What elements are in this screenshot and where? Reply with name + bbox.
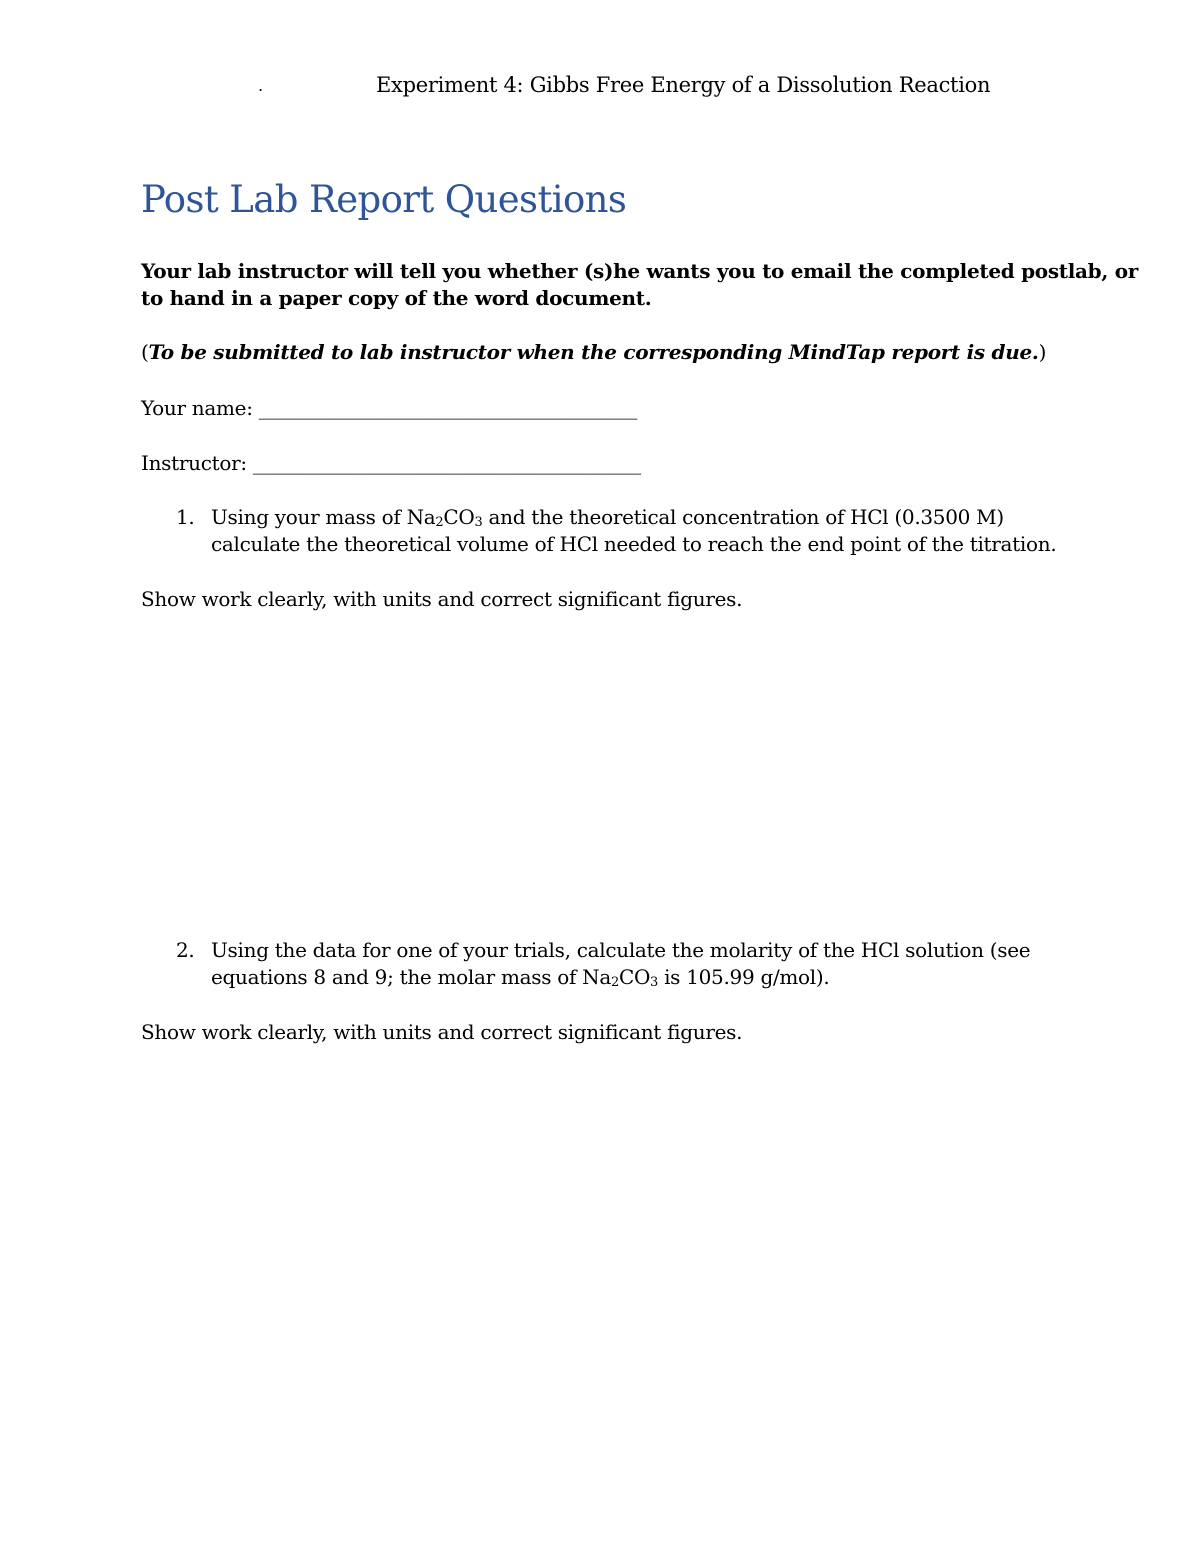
question-1-line-1c: and the theoretical concentration of HCl (0.3500 M) <box>482 505 1004 529</box>
name-blank[interactable]: _______________________________________ <box>258 396 638 420</box>
instructor-blank[interactable]: ________________________________________ <box>252 451 641 475</box>
instructions-line-1: Your lab instructor will tell you whether (s)he wants you to email the completed postlab, or <box>141 259 1138 283</box>
question-2 <box>176 938 1030 962</box>
question-2-line-2 <box>211 965 829 989</box>
submission-note-close: ) <box>1038 340 1047 364</box>
instructor-field[interactable] <box>141 451 641 475</box>
submission-note <box>141 340 1046 364</box>
name-label: Your name: <box>141 396 253 420</box>
name-field[interactable] <box>141 396 637 420</box>
show-work-note-1: Show work clearly, with units and correct significant figures. <box>141 587 743 611</box>
question-2-number: 2. <box>176 938 195 962</box>
question-2-sub-2: 3 <box>650 975 659 990</box>
page-header: Experiment 4: Gibbs Free Energy of a Dissolution Reaction <box>376 73 991 97</box>
question-2-line-2c: is 105.99 g/mol). <box>658 965 830 989</box>
submission-note-open: ( <box>141 340 149 364</box>
header-dot: . <box>258 76 264 95</box>
show-work-note-2: Show work clearly, with units and correct significant figures. <box>141 1020 743 1044</box>
question-2-line-1: Using the data for one of your trials, calculate the molarity of the HCl solution (see <box>211 938 1031 962</box>
question-1 <box>176 505 1004 529</box>
question-1-line-1b: CO <box>443 505 475 529</box>
question-1-sub-1: 2 <box>435 515 444 530</box>
question-1-line-2: calculate the theoretical volume of HCl needed to reach the end point of the titration. <box>211 532 1057 556</box>
question-1-sub-2: 3 <box>474 515 483 530</box>
page-title-text: Post Lab Report Questions <box>141 178 627 221</box>
page-title <box>141 178 626 221</box>
question-1-number: 1. <box>176 505 195 529</box>
question-1-line-1a: Using your mass of Na <box>211 505 436 529</box>
question-2-sub-1: 2 <box>610 975 619 990</box>
submission-note-text: To be submitted to lab instructor when the corresponding MindTap report is due. <box>148 340 1039 364</box>
instructor-label: Instructor: <box>141 451 247 475</box>
instructions-line-2: to hand in a paper copy of the word document. <box>141 286 652 310</box>
question-2-line-2b: CO <box>618 965 651 989</box>
question-2-line-2a: equations 8 and 9; the molar mass of Na <box>211 965 611 989</box>
